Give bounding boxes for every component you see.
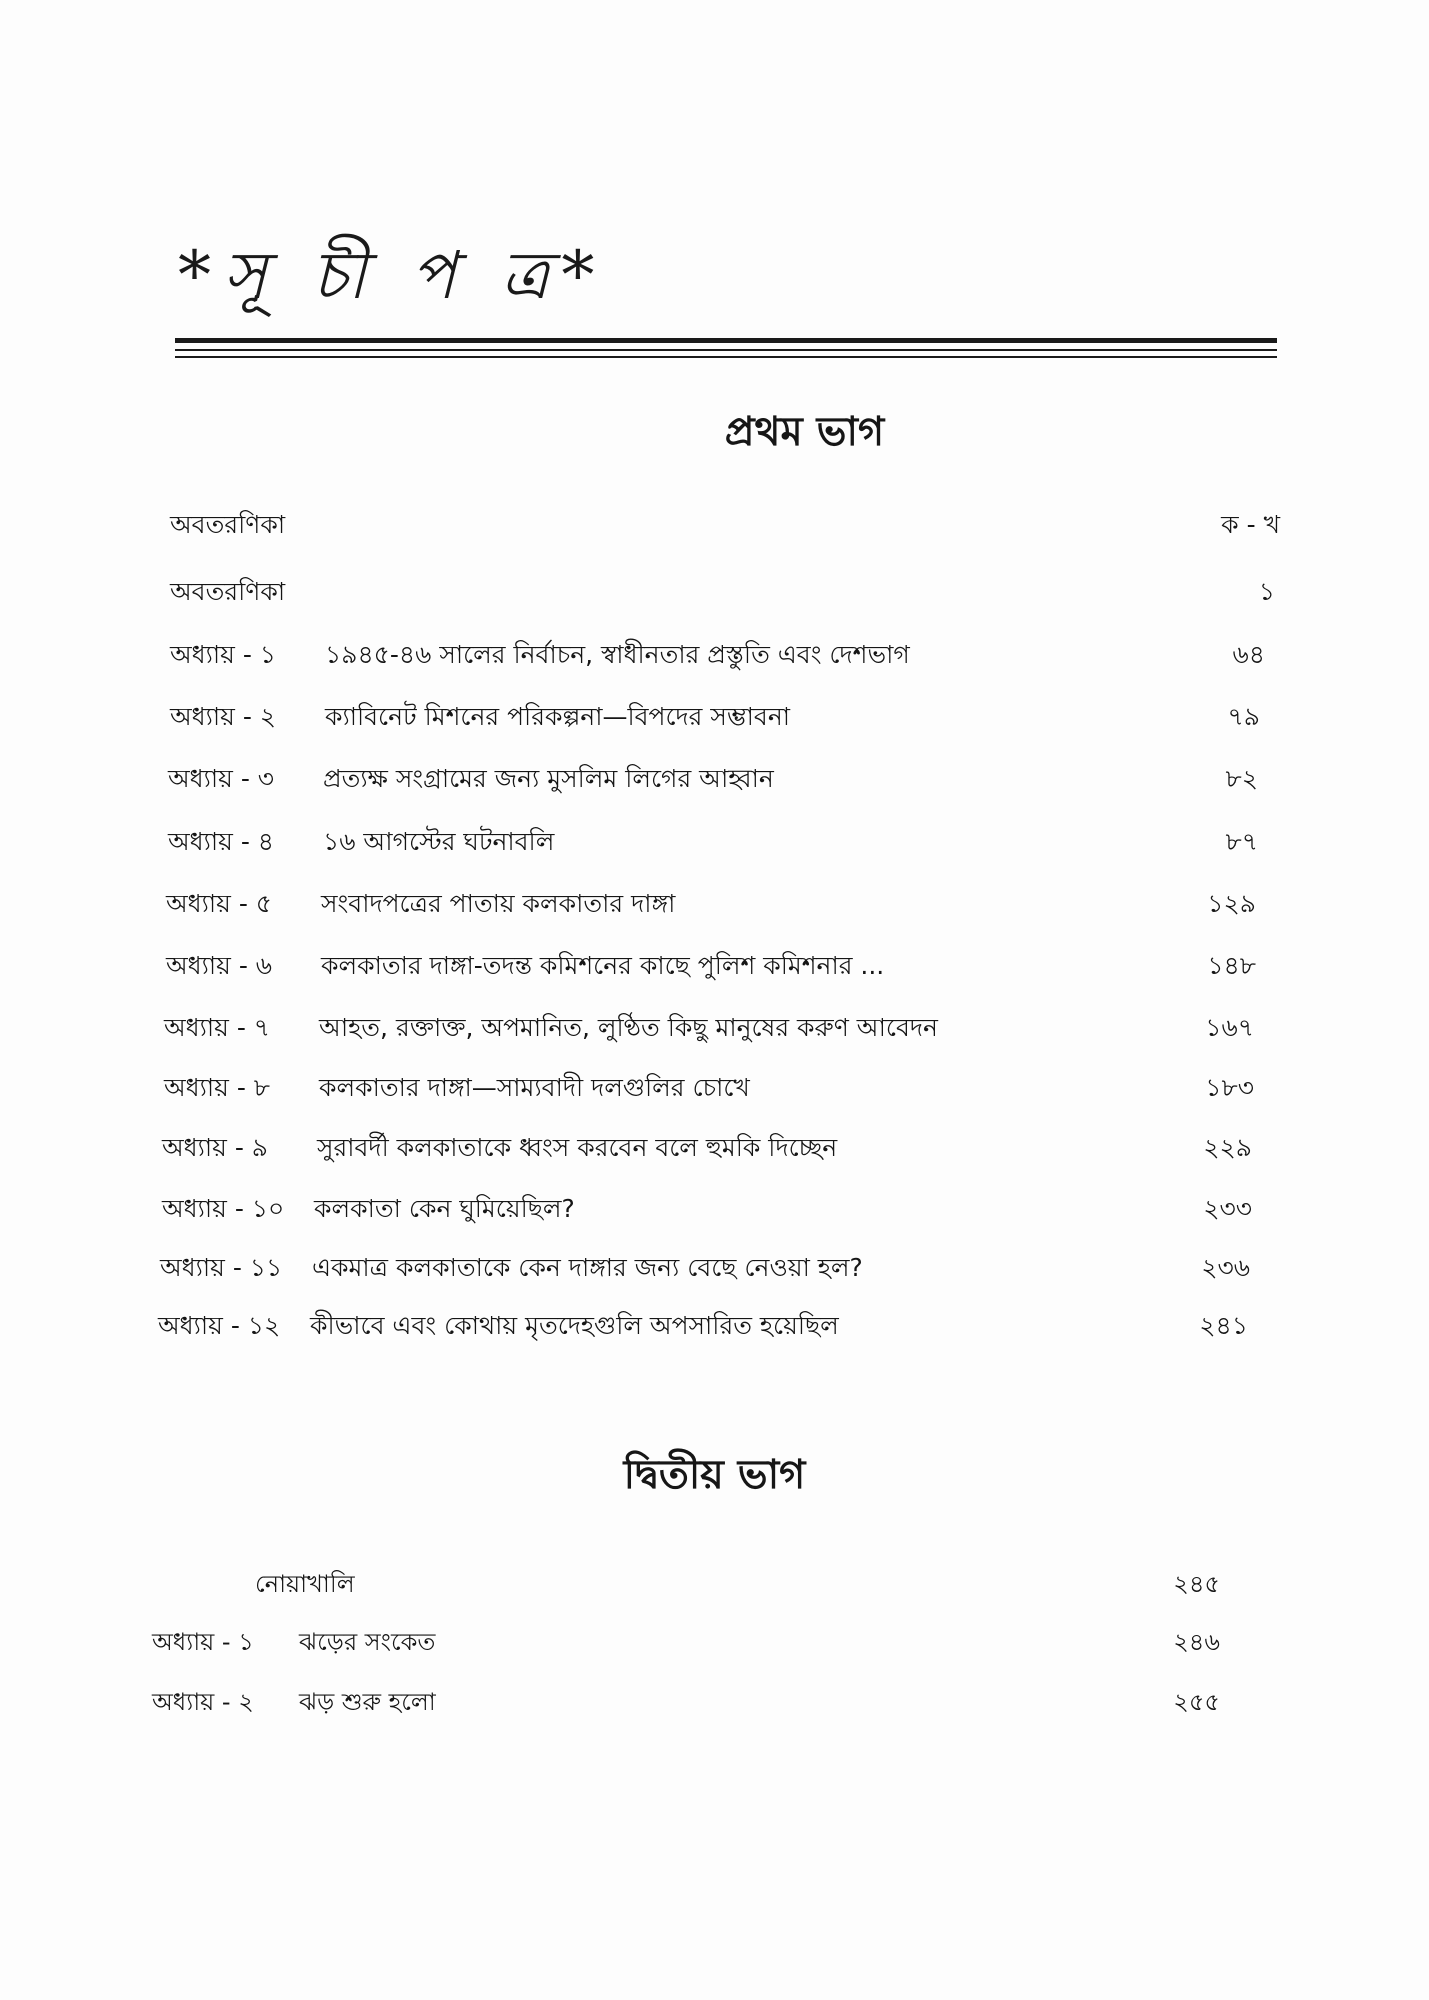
title-rule-thick (175, 338, 1277, 343)
toc-entry (164, 1068, 1254, 1108)
entry-label: অধ্যায় - ১০ (162, 1194, 285, 1223)
entry-label: অধ্যায় - ৭ (164, 1013, 271, 1042)
title-rule-thin-1 (175, 349, 1277, 351)
entry-label: অধ্যায় - ২ (170, 702, 277, 731)
toc-entry (155, 1564, 1220, 1604)
toc-entry (168, 822, 1258, 862)
entry-label: অধ্যায় - ৫ (166, 889, 273, 918)
entry-page: ৬৪ (1232, 640, 1265, 669)
entry-label: অধ্যায় - ১২ (158, 1311, 281, 1340)
entry-title: ঝড়ের সংকেত (299, 1628, 436, 1656)
toc-entry (170, 572, 1275, 612)
entry-label: অবতরণিকা (170, 510, 286, 539)
entry-label: অধ্যায় - ৮ (164, 1073, 271, 1102)
entry-title: কলকাতার দাঙ্গা—সাম্যবাদী দলগুলির চোখে (319, 1073, 750, 1102)
entry-page: ২৪১ (1199, 1311, 1248, 1340)
toc-entry (160, 1248, 1250, 1288)
entry-page: ২৩৬ (1201, 1253, 1250, 1282)
entry-page: ক - খ (1221, 510, 1280, 539)
toc-entry (166, 884, 1256, 924)
toc-entry (162, 1128, 1252, 1168)
entry-label: অধ্যায় - ১ (152, 1628, 254, 1656)
toc-entry (170, 505, 1280, 545)
entry-page: ২৫৫ (1173, 1688, 1220, 1716)
entry-title: ঝড় শুরু হলো (299, 1688, 436, 1716)
entry-label: অধ্যায় - ১ (170, 640, 277, 669)
entry-title: সংবাদপত্রের পাতায় কলকাতার দাঙ্গা (321, 889, 676, 918)
entry-title: ক্যাবিনেট মিশনের পরিকল্পনা—বিপদের সম্ভাবনা (325, 702, 790, 731)
title-rule-thin-2 (175, 356, 1277, 358)
entry-page: ১৬৭ (1205, 1013, 1254, 1042)
entry-label: অবতরণিকা (170, 577, 286, 606)
page-title: *সূ চী প ত্র* (178, 237, 607, 314)
entry-page: ১ (1258, 577, 1275, 606)
entry-page: ১৪৮ (1207, 951, 1256, 980)
toc-entry (152, 1622, 1220, 1662)
entry-page: ১২৯ (1207, 889, 1256, 918)
toc-entry (164, 1008, 1254, 1048)
toc-entry (158, 1306, 1248, 1346)
entry-label: অধ্যায় - ৪ (168, 827, 275, 856)
entry-label: অধ্যায় - ৬ (166, 951, 273, 980)
entry-page: ২৪৫ (1173, 1570, 1220, 1598)
entry-title: কীভাবে এবং কোথায় মৃতদেহগুলি অপসারিত হয়েছিল (310, 1311, 839, 1340)
entry-title: আহত, রক্তাক্ত, অপমানিত, লুণ্ঠিত কিছু মানুষের করুণ আবেদন (319, 1013, 938, 1042)
entry-page: ৭৯ (1227, 702, 1260, 731)
entry-page: ৮৭ (1225, 827, 1258, 856)
toc-entry (168, 759, 1258, 799)
entry-label: অধ্যায় - ২ (152, 1688, 254, 1716)
entry-page: ১৮৩ (1205, 1073, 1254, 1102)
entry-page: ২৩৩ (1203, 1194, 1252, 1223)
entry-title: সুরাবর্দী কলকাতাকে ধ্বংস করবেন বলে হুমকি দিচ্ছেন (317, 1133, 838, 1162)
entry-label: অধ্যায় - ৯ (162, 1133, 269, 1162)
toc-entry (170, 697, 1260, 737)
entry-page: ২২৯ (1203, 1133, 1252, 1162)
part1-heading: প্রথম ভাগ (724, 409, 885, 455)
entry-label: অধ্যায় - ৩ (168, 764, 275, 793)
toc-entry (152, 1682, 1220, 1722)
entry-title: প্রত্যক্ষ সংগ্রামের জন্য মুসলিম লিগের আহ্বান (323, 764, 774, 793)
entry-page: ২৪৬ (1173, 1628, 1220, 1656)
part2-heading: দ্বিতীয় ভাগ (623, 1452, 806, 1498)
entry-title: ১৬ আগস্টের ঘটনাবলি (323, 827, 555, 856)
entry-page: ৮২ (1225, 764, 1258, 793)
toc-entry (170, 635, 1265, 675)
toc-entry (162, 1189, 1252, 1229)
entry-title: ১৯৪৫-৪৬ সালের নির্বাচন, স্বাধীনতার প্রস্তুতি এবং দেশভাগ (325, 640, 910, 669)
entry-title: নোয়াখালি (255, 1570, 355, 1598)
toc-entry (166, 946, 1256, 986)
entry-label: অধ্যায় - ১১ (160, 1253, 283, 1282)
entry-title: কলকাতার দাঙ্গা-তদন্ত কমিশনের কাছে পুলিশ কমিশনার ... (321, 951, 885, 980)
entry-title: কলকাতা কেন ঘুমিয়েছিল? (314, 1194, 575, 1223)
entry-title: একমাত্র কলকাতাকে কেন দাঙ্গার জন্য বেছে নেওয়া হল? (312, 1253, 863, 1282)
